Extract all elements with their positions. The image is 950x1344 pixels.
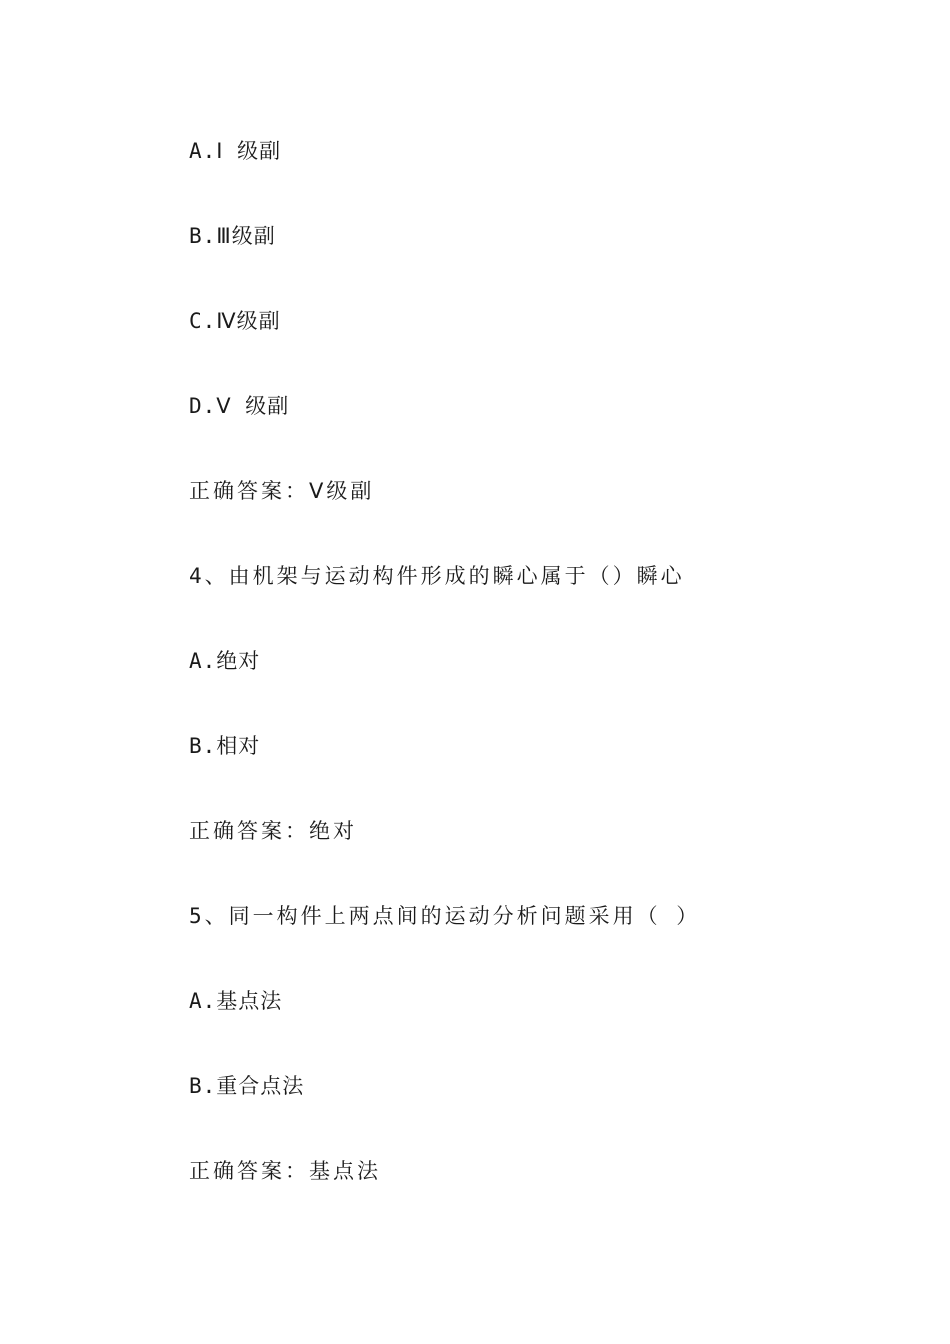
- q4-question: 4、由机架与运动构件形成的瞬心属于（）瞬心: [189, 564, 685, 588]
- q4-option-a: A.绝对: [189, 649, 261, 673]
- q3-option-d: D.Ⅴ 级副: [189, 394, 290, 418]
- q3-option-a: A.Ⅰ 级副: [189, 139, 282, 163]
- q3-option-b: B.Ⅲ级副: [189, 224, 276, 248]
- q3-answer: 正确答案：Ⅴ级副: [189, 479, 375, 503]
- q3-option-c: C.Ⅳ级副: [189, 309, 281, 333]
- q5-question: 5、同一构件上两点间的运动分析问题采用（ ）: [189, 904, 701, 928]
- q4-answer: 正确答案：绝对: [189, 819, 357, 843]
- q5-answer: 正确答案：基点法: [189, 1159, 381, 1183]
- q5-option-a: A.基点法: [189, 989, 283, 1013]
- q4-option-b: B.相对: [189, 734, 261, 758]
- q5-option-b: B.重合点法: [189, 1074, 305, 1098]
